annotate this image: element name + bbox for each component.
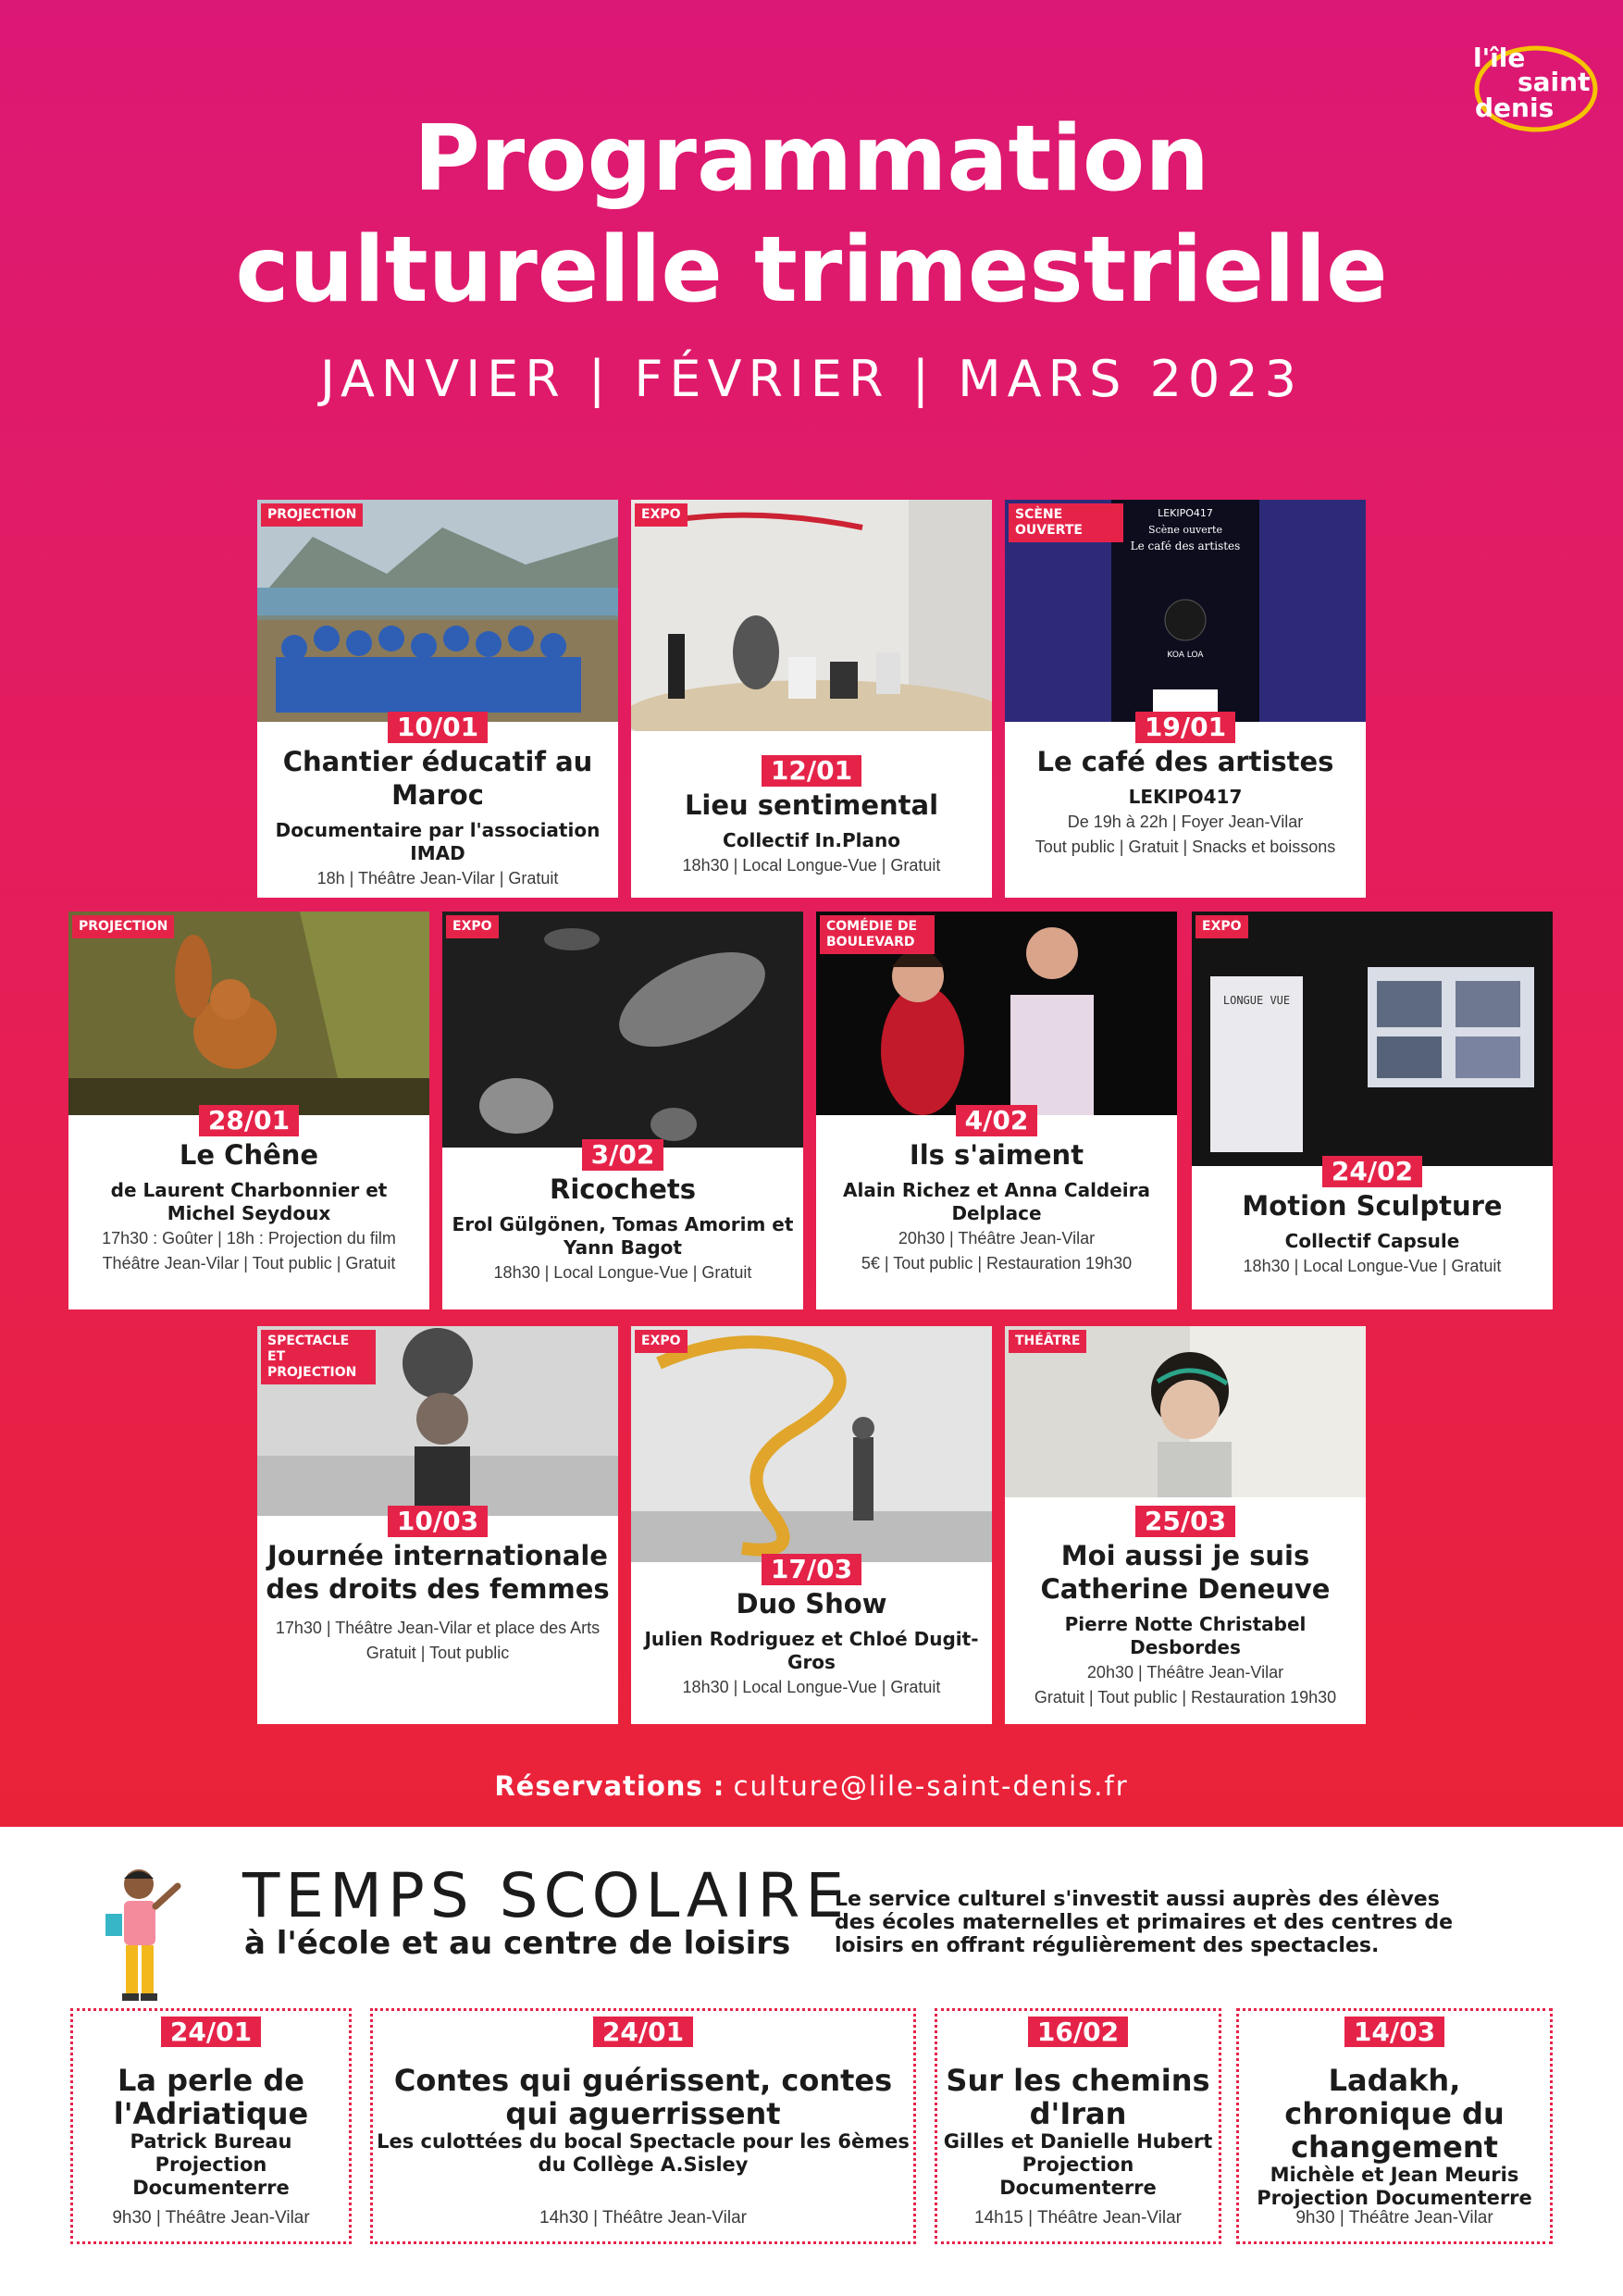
event-info	[1005, 1506, 1366, 1709]
event-tag: EXPO	[1196, 915, 1248, 938]
event-photo	[442, 912, 803, 1148]
event-subtitle: Pierre Notte Christabel Desbordes	[1064, 1613, 1307, 1658]
event-tag: PROJECTION	[72, 915, 174, 938]
event-date: 17/03	[762, 1554, 861, 1585]
event-card[interactable]	[257, 500, 618, 898]
event-subtitle: Julien Rodriguez et Chloé Dugit-Gros	[644, 1628, 979, 1673]
reservations-email[interactable]: culture@lile-saint-denis.fr	[733, 1770, 1129, 1802]
event-details: 5€ | Tout public | Restauration 19h30	[861, 1254, 1133, 1272]
event-title: Ricochets	[549, 1173, 696, 1205]
school-section-title: TEMPS SCOLAIRE	[242, 1860, 850, 1931]
school-event-box[interactable]	[70, 2008, 352, 2244]
event-details: 20h30 | Théâtre Jean-Vilar	[1086, 1663, 1284, 1682]
event-details: 18h30 | Local Longue-Vue | Gratuit	[682, 1678, 941, 1696]
event-card[interactable]	[442, 912, 803, 1309]
event-title: Le café des artistes	[1036, 746, 1334, 777]
event-details: Gratuit | Tout public | Restauration 19h30	[1034, 1688, 1337, 1706]
event-tag: SCÈNE OUVERTE	[1009, 503, 1123, 542]
event-card[interactable]	[1005, 1326, 1366, 1724]
logo-line-1: l'île	[1473, 43, 1526, 73]
event-info	[257, 712, 618, 890]
event-card[interactable]	[1005, 500, 1366, 898]
event-tag: EXPO	[635, 503, 688, 527]
school-event-title: Sur les chemins d'Iran	[946, 2063, 1210, 2131]
logo-line-2: saint	[1518, 67, 1591, 97]
event-title: Duo Show	[736, 1588, 887, 1620]
event-tag: EXPO	[446, 915, 499, 938]
school-event-date: 24/01	[161, 2017, 261, 2047]
school-event-box[interactable]	[1236, 2008, 1553, 2244]
event-subtitle: Alain Richez et Anna Caldeira Delplace	[842, 1179, 1151, 1224]
page-title-line-2: culturelle trimestrielle	[235, 217, 1388, 323]
event-tag: SPECTACLE ET PROJECTION	[261, 1330, 376, 1384]
child-illustration	[96, 1866, 185, 2006]
school-event-date: 14/03	[1344, 2017, 1444, 2047]
gallery-sign: LONGUE VUE	[1222, 994, 1291, 1007]
event-photo	[631, 500, 992, 731]
event-date: 28/01	[199, 1105, 299, 1136]
event-subtitle: Erol Gülgönen, Tomas Amorim et Yann Bagot	[452, 1213, 794, 1259]
event-info	[1005, 712, 1366, 859]
school-event-details: 14h15 | Théâtre Jean-Vilar	[974, 2208, 1182, 2228]
event-title: Journée internationale des droits des femmes	[266, 1540, 610, 1605]
event-title: Lieu sentimental	[684, 789, 939, 821]
event-tag: EXPO	[635, 1330, 688, 1353]
event-info	[442, 1139, 803, 1285]
event-date: 4/02	[956, 1105, 1038, 1136]
event-tag: COMÉDIE DE BOULEVARD	[820, 915, 935, 954]
event-subtitle: LEKIPO417	[1128, 786, 1243, 808]
school-event-subtitle: Les culottées du bocal Spectacle pour les 6èmes du Collège A.Sisley	[377, 2130, 910, 2176]
event-photo	[1192, 912, 1553, 1166]
school-event-details: 9h30 | Théâtre Jean-Vilar	[112, 2208, 310, 2228]
event-details: 17h30 | Théâtre Jean-Vilar et place des Arts	[275, 1619, 601, 1637]
event-details: 18h30 | Local Longue-Vue | Gratuit	[493, 1263, 752, 1282]
school-event-title: Ladakh, chronique du changement	[1284, 2063, 1505, 2165]
event-details: De 19h à 22h | Foyer Jean-Vilar	[1067, 813, 1304, 831]
poster-name: Le café des artistes	[1130, 540, 1241, 552]
poster-guest: KOA LOA	[1167, 651, 1204, 660]
school-section-subtitle: à l'école et au centre de loisirs	[244, 1925, 791, 1962]
school-event-details: 14h30 | Théâtre Jean-Vilar	[539, 2208, 747, 2228]
event-details: 17h30 : Goûter | 18h : Projection du film	[102, 1229, 396, 1247]
event-details: Gratuit | Tout public	[365, 1644, 510, 1662]
event-date: 10/03	[388, 1506, 488, 1537]
event-date: 3/02	[582, 1139, 664, 1171]
school-event-subtitle: Patrick Bureau Projection Documenterre	[130, 2130, 292, 2199]
event-card[interactable]	[631, 500, 992, 898]
event-title: Ils s'aiment	[909, 1139, 1084, 1171]
school-event-box[interactable]	[370, 2008, 916, 2244]
event-info	[816, 1105, 1177, 1275]
school-event-box[interactable]	[935, 2008, 1221, 2244]
event-subtitle: Collectif In.Plano	[723, 829, 900, 851]
event-details: 18h30 | Local Longue-Vue | Gratuit	[682, 856, 941, 875]
event-subtitle: Collectif Capsule	[1284, 1230, 1460, 1252]
school-section-intro: Le service culturel s'investit aussi auprès des élèves des écoles maternelles et primaires et des centres de loisirs en offrant régulièrement des spectacles.	[835, 1888, 1454, 1957]
event-subtitle: de Laurent Charbonnier et Michel Seydoux	[110, 1179, 388, 1224]
school-event-title: La perle de l'Adriatique	[113, 2063, 309, 2131]
event-title: Moi aussi je suis Catherine Deneuve	[1040, 1540, 1331, 1605]
event-date: 19/01	[1135, 712, 1235, 743]
event-card[interactable]	[631, 1326, 992, 1724]
event-info	[1192, 1156, 1553, 1278]
page-title-line-1: Programmation	[414, 106, 1209, 212]
event-info	[257, 1506, 618, 1665]
school-event-details: 9h30 | Théâtre Jean-Vilar	[1295, 2208, 1493, 2228]
reservations-line	[0, 1770, 1623, 1802]
event-title: Motion Sculpture	[1242, 1190, 1503, 1222]
event-date: 25/03	[1135, 1506, 1235, 1537]
event-title: Le Chêne	[179, 1139, 319, 1171]
event-details: 20h30 | Théâtre Jean-Vilar	[898, 1229, 1096, 1247]
event-photo	[631, 1326, 992, 1562]
poster-heading: Scène ouverte	[1148, 524, 1222, 536]
event-date: 12/01	[762, 755, 861, 787]
event-tag: PROJECTION	[261, 503, 363, 527]
event-photo	[68, 912, 429, 1115]
event-title: Chantier éducatif au Maroc	[282, 746, 593, 811]
event-date: 24/02	[1322, 1156, 1422, 1187]
reservations-label: Réservations :	[494, 1770, 725, 1802]
event-card[interactable]	[257, 1326, 618, 1724]
school-event-subtitle: Gilles et Danielle Hubert Projection Documenterre	[943, 2130, 1213, 2199]
event-card[interactable]	[816, 912, 1177, 1309]
event-details: Tout public | Gratuit | Snacks et boissons	[1035, 838, 1336, 856]
poster-brand: LEKIPO417	[1158, 507, 1213, 519]
event-card[interactable]	[68, 912, 429, 1309]
event-details: Théâtre Jean-Vilar | Tout public | Gratuit	[102, 1254, 396, 1272]
event-details: 18h30 | Local Longue-Vue | Gratuit	[1243, 1257, 1502, 1275]
school-event-subtitle: Michèle et Jean Meuris Projection Documenterre	[1257, 2164, 1532, 2209]
event-info	[631, 755, 992, 877]
event-info	[68, 1105, 429, 1275]
event-details: 18h | Théâtre Jean-Vilar | Gratuit	[316, 869, 559, 887]
event-info	[631, 1554, 992, 1699]
event-subtitle: Documentaire par l'association IMAD	[275, 819, 601, 864]
event-card[interactable]	[1192, 912, 1553, 1309]
event-photo	[257, 500, 618, 722]
school-event-title: Contes qui guérissent, contes qui aguerrissent	[393, 2063, 893, 2131]
logo-line-3: denis	[1475, 93, 1555, 123]
period-subtitle: JANVIER | FÉVRIER | MARS 2023	[320, 350, 1303, 408]
school-event-date: 16/02	[1028, 2017, 1128, 2047]
school-event-date: 24/01	[593, 2017, 693, 2047]
event-tag: THÉÂTRE	[1009, 1330, 1086, 1353]
event-date: 10/01	[388, 712, 488, 743]
